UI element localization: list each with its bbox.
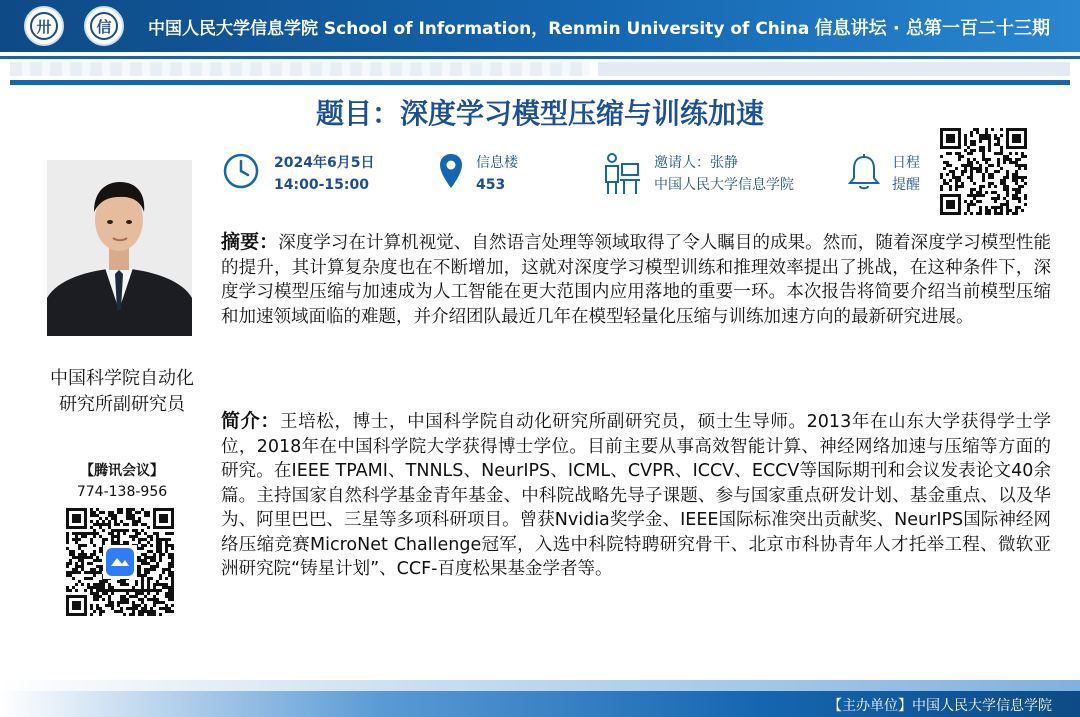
room-number: 453	[476, 177, 506, 193]
university-seal-icon: 卅	[24, 6, 64, 46]
speaker-affiliation-line2: 研究所副研究员	[59, 394, 185, 415]
header-title: 中国人民大学信息学院 School of Information，Renmin University of China	[148, 19, 810, 39]
schedule-qr-code[interactable]	[940, 128, 1030, 216]
meeting-qr-code[interactable]	[66, 508, 176, 618]
meeting-id: 774-138-956	[76, 484, 168, 500]
location-pin-icon	[438, 152, 464, 192]
reminder-label-line1: 日程	[892, 155, 920, 171]
talk-title: 题目：深度学习模型压缩与训练加速	[315, 97, 764, 130]
speaker-affiliation	[22, 366, 222, 418]
abstract-paragraph	[221, 230, 1051, 329]
date-time-block	[222, 152, 402, 198]
inviter-organization: 中国人民大学信息学院	[654, 177, 794, 193]
presenter-desk-icon	[602, 152, 642, 196]
speaker-photo	[47, 160, 192, 336]
abstract-label: 摘要：	[221, 231, 279, 253]
organizer-label: 【主办单位】中国人民大学信息学院	[828, 698, 1052, 714]
event-time: 14:00-15:00	[274, 177, 369, 193]
school-logo-icon: 信	[84, 6, 124, 46]
reminder-block[interactable]	[848, 152, 928, 198]
location-block	[438, 152, 558, 198]
abstract-text: 深度学习在计算机视觉、自然语言处理等领域取得了令人瞩目的成果。然而，随着深度学习模型性能的提升，其计算复杂度也在不断增加，这就对深度学习模型训练和推理效率提出了挑战，在这种条件下，深度学习模型压缩与加速成为人工智能在更大范围内应用落地的重要一环。本次报告将简要介绍当前模型压缩和加速领域面临的难题，并介绍团队最近几年在模型轻量化压缩与训练加速方向的最新研究进展。	[221, 233, 1051, 327]
decorative-stripe	[598, 62, 1070, 76]
bio-label: 简介：	[221, 410, 280, 432]
divider	[0, 56, 1080, 59]
bio-text: 王培松，博士，中国科学院自动化研究所副研究员，硕士生导师。2013年在山东大学获得学士学位，2018年在中国科学院大学获得博士学位。目前主要从事高效智能计算、神经网络加速与压缩等方面的研究。在IEEE TPAMI、TNNLS、NeurIPS、ICML、CVPR、ICCV、ECCV等国际期刊和会议发表论文40余篇。主持国家自然科学基金青年基金、中科院战略先导子课题、参与国家重点研发计划、基金重点、以及华为、阿里巴巴、三星等多项科研项目。曾获Nvidia奖学金、IEEE国际标准突出贡献奖、NeurIPS国际神经网络压缩竞赛MicroNet Challenge冠军，入选中科院特聘研究骨干、北京市科协青年人才托举工程、微软亚洲研究院“铸星计划”、CCF-百度松果基金学者等。	[221, 412, 1051, 579]
inviter-block	[602, 152, 832, 198]
event-date: 2024年6月5日	[274, 155, 375, 171]
reminder-label-line2: 提醒	[892, 177, 920, 193]
divider	[10, 80, 1070, 85]
speaker-affiliation-line1: 中国科学院自动化	[50, 368, 194, 389]
meeting-platform-label: 【腾讯会议】	[80, 463, 164, 479]
inviter-name: 邀请人：张静	[654, 155, 738, 171]
bell-icon	[848, 152, 880, 192]
bio-paragraph	[221, 409, 1051, 582]
decorative-stripe	[10, 62, 590, 76]
clock-icon	[222, 152, 260, 190]
lecture-series-label: 信息讲坛 · 总第一百二十三期	[814, 18, 1050, 39]
building-name: 信息楼	[476, 155, 518, 171]
